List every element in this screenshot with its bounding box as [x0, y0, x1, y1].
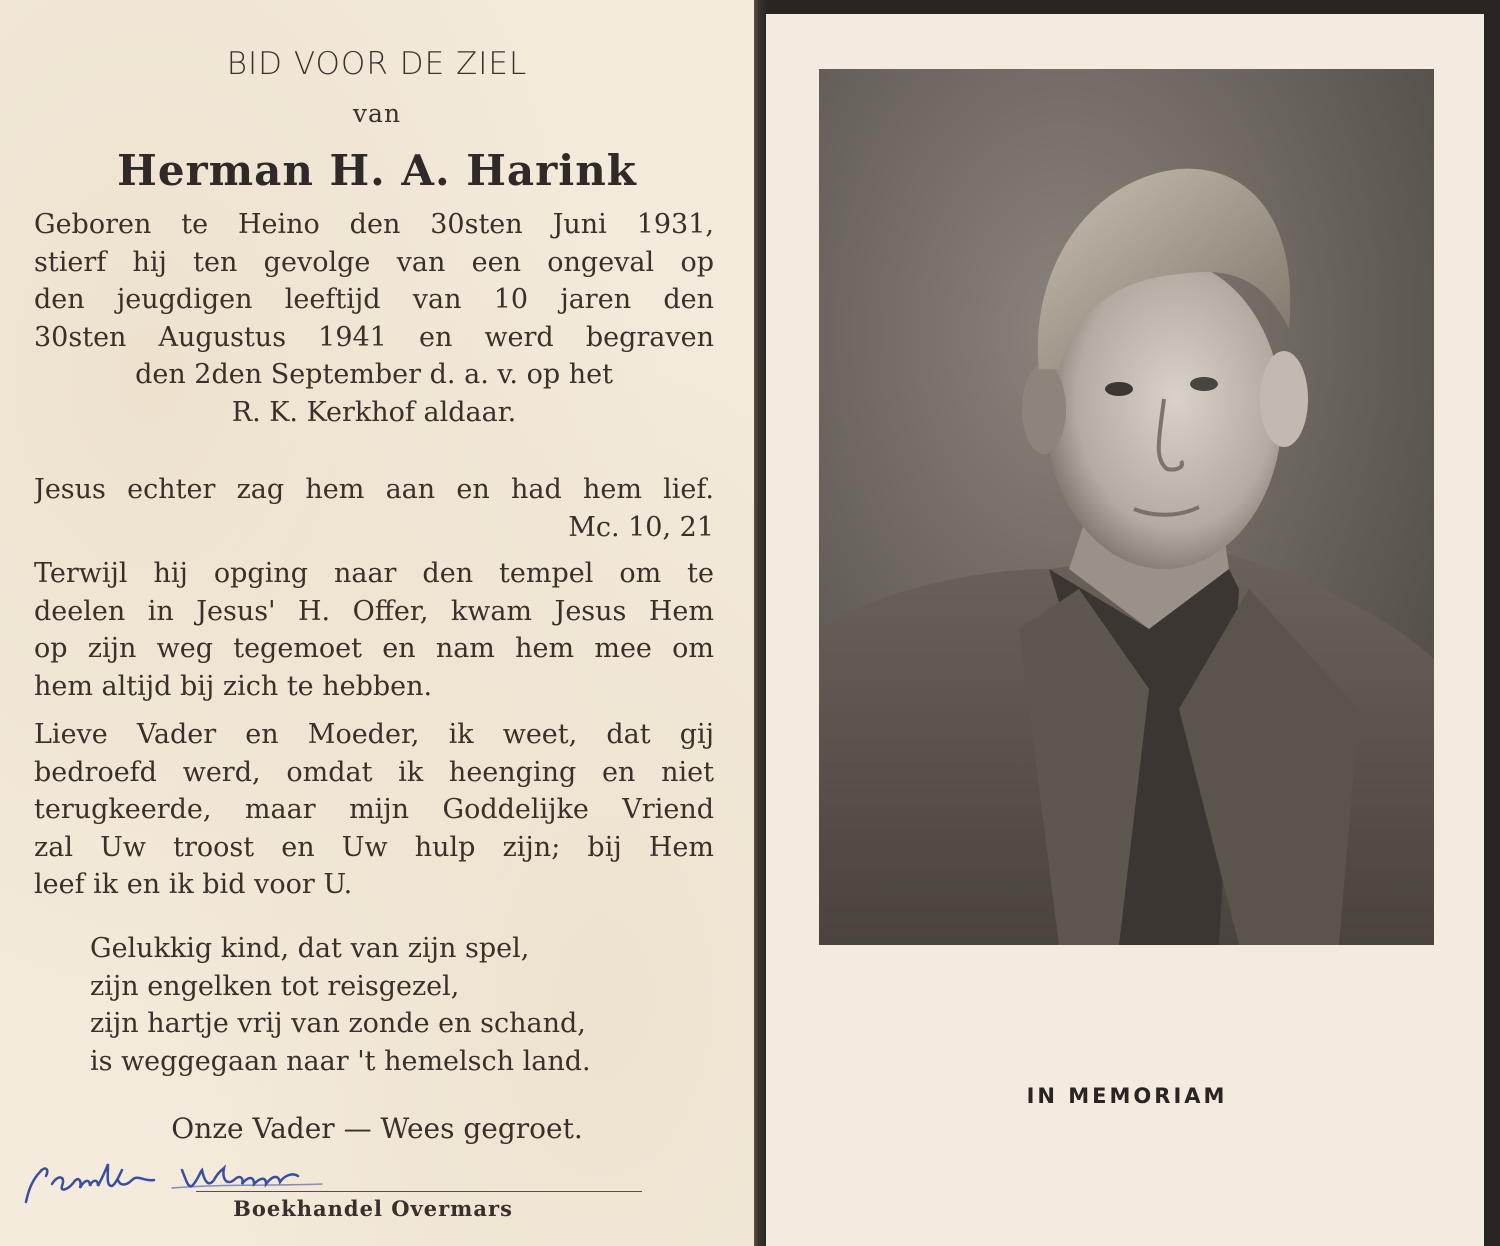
deceased-name: Herman H. A. Harink — [117, 146, 637, 195]
poem — [90, 930, 690, 1080]
parents-paragraph — [34, 716, 714, 904]
birth-death-paragraph — [34, 206, 714, 431]
temple-paragraph — [34, 555, 714, 705]
divider-rule — [196, 1191, 642, 1192]
closing-prayer: Onze Vader — Wees gegroet. — [171, 1112, 583, 1145]
card-heading: BID VOOR DE ZIEL — [226, 46, 528, 82]
card-gap — [754, 0, 766, 1246]
text-line: Geboren te Heino den 30sten Juni 1931, — [34, 209, 714, 240]
quote-text: Jesus echter zag hem aan en had hem lief. — [34, 474, 714, 505]
text-line: zal Uw troost en Uw hulp zijn; bij Hem — [34, 831, 714, 863]
text-line: bedroefd werd, omdat ik heenging en niet — [34, 756, 714, 788]
text-line: Lieve Vader en Moeder, ik weet, dat gij — [34, 719, 714, 750]
text-line: R. K. Kerkhof aldaar. — [231, 396, 517, 428]
text-line: leef ik en ik bid voor U. — [34, 869, 353, 900]
poem-line: is weggegaan naar 't hemelsch land. — [90, 1045, 591, 1077]
scripture-quote — [34, 471, 714, 546]
photo-caption: IN MEMORIAM — [1026, 1084, 1228, 1108]
quote-reference: Mc. 10, 21 — [568, 511, 714, 543]
portrait-image — [819, 69, 1434, 945]
text-line: den 2den September d. a. v. op het — [135, 359, 613, 390]
text-line: den jeugdigen leeftijd van 10 jaren den — [34, 284, 714, 315]
text-line: Terwijl hij opging naar den tempel om te — [34, 558, 714, 589]
prayer-card-photo-side — [766, 14, 1484, 1246]
text-line: stierf hij ten gevolge van een ongeval op — [34, 246, 714, 278]
text-line: deelen in Jesus' H. Offer, kwam Jesus Hem — [34, 595, 714, 627]
text-line: hem altijd bij zich te hebben. — [34, 670, 433, 702]
poem-line: zijn engelken tot reisgezel, — [90, 970, 460, 1002]
text-line: op zijn weg tegemoet en nam hem mee om — [34, 633, 714, 664]
portrait-photo — [819, 69, 1434, 945]
publisher-imprint: Boekhandel Overmars — [233, 1196, 513, 1221]
poem-line: zijn hartje vrij van zonde en schand, — [90, 1008, 586, 1039]
text-line: 30sten Augustus 1941 en werd begraven — [34, 321, 714, 353]
poem-line: Gelukkig kind, dat van zijn spel, — [90, 933, 530, 964]
card-subheading: van — [352, 99, 402, 128]
text-line: terugkeerde, maar mijn Goddelijke Vriend — [34, 794, 714, 825]
